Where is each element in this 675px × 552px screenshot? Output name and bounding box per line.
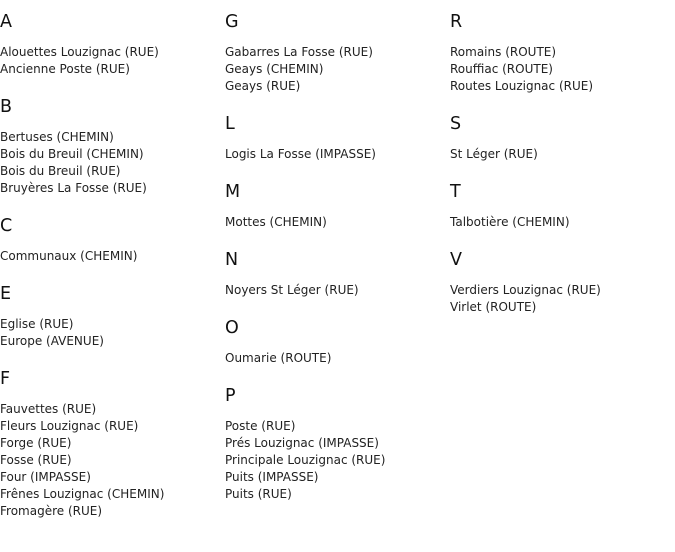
section-letter-heading: B	[0, 97, 13, 117]
street-link[interactable]: Frênes Louzignac (CHEMIN)	[0, 487, 165, 501]
street-link[interactable]: Talbotière (CHEMIN)	[450, 215, 570, 229]
section-letter-heading: V	[450, 250, 462, 270]
street-list	[225, 418, 445, 503]
section-letter-heading: P	[225, 386, 236, 406]
section-letter-heading: R	[450, 12, 463, 32]
street-link[interactable]: Routes Louzignac (RUE)	[450, 79, 594, 93]
letter-section	[225, 318, 445, 367]
street-link[interactable]: Rouffiac (ROUTE)	[450, 62, 553, 76]
street-link[interactable]: Oumarie (ROUTE)	[225, 351, 332, 365]
section-letter-heading: A	[0, 12, 12, 32]
street-link[interactable]: Verdiers Louzignac (RUE)	[450, 283, 601, 297]
street-link[interactable]: Principale Louzignac (RUE)	[225, 453, 386, 467]
letter-section	[0, 369, 220, 520]
letter-section	[450, 250, 670, 316]
letter-section	[450, 182, 670, 231]
street-list	[225, 282, 445, 299]
letter-section	[450, 12, 670, 95]
letter-section	[225, 386, 445, 503]
street-list	[450, 146, 670, 163]
street-link[interactable]: Fauvettes (RUE)	[0, 402, 97, 416]
street-link[interactable]: Noyers St Léger (RUE)	[225, 283, 359, 297]
letter-section	[450, 114, 670, 163]
street-list	[0, 401, 220, 520]
street-list	[0, 316, 220, 350]
street-index-column-1	[0, 12, 220, 539]
street-link[interactable]: Fosse (RUE)	[0, 453, 72, 467]
street-link[interactable]: Fleurs Louzignac (RUE)	[0, 419, 139, 433]
street-link[interactable]: Europe (AVENUE)	[0, 334, 104, 348]
street-list	[225, 214, 445, 231]
street-link[interactable]: Bois du Breuil (CHEMIN)	[0, 147, 144, 161]
street-index-column-3	[450, 12, 670, 335]
street-link[interactable]: Eglise (RUE)	[0, 317, 74, 331]
section-letter-heading: N	[225, 250, 239, 270]
street-list	[450, 214, 670, 231]
section-letter-heading: G	[225, 12, 239, 32]
street-link[interactable]: Poste (RUE)	[225, 419, 296, 433]
street-link[interactable]: Puits (RUE)	[225, 487, 292, 501]
street-link[interactable]: Geays (RUE)	[225, 79, 301, 93]
street-link[interactable]: St Léger (RUE)	[450, 147, 538, 161]
street-link[interactable]: Ancienne Poste (RUE)	[0, 62, 130, 76]
section-letter-heading: F	[0, 369, 11, 389]
street-link[interactable]: Fromagère (RUE)	[0, 504, 103, 518]
street-list	[450, 44, 670, 95]
letter-section	[0, 97, 220, 197]
street-list	[225, 44, 445, 95]
street-link[interactable]: Four (IMPASSE)	[0, 470, 91, 484]
street-link[interactable]: Puits (IMPASSE)	[225, 470, 319, 484]
street-index-column-2	[225, 12, 445, 522]
section-letter-heading: S	[450, 114, 462, 134]
letter-section	[225, 12, 445, 95]
letter-section	[0, 284, 220, 350]
street-link[interactable]: Geays (CHEMIN)	[225, 62, 324, 76]
letter-section	[0, 216, 220, 265]
street-list	[0, 248, 220, 265]
section-letter-heading: T	[450, 182, 461, 202]
street-list	[225, 146, 445, 163]
street-link[interactable]: Bois du Breuil (RUE)	[0, 164, 121, 178]
street-list	[0, 129, 220, 197]
street-link[interactable]: Mottes (CHEMIN)	[225, 215, 327, 229]
street-list	[450, 282, 670, 316]
section-letter-heading: O	[225, 318, 239, 338]
street-link[interactable]: Romains (ROUTE)	[450, 45, 557, 59]
letter-section	[225, 182, 445, 231]
street-link[interactable]: Communaux (CHEMIN)	[0, 249, 138, 263]
street-link[interactable]: Virlet (ROUTE)	[450, 300, 537, 314]
street-link[interactable]: Gabarres La Fosse (RUE)	[225, 45, 373, 59]
section-letter-heading: E	[0, 284, 12, 304]
street-link[interactable]: Forge (RUE)	[0, 436, 72, 450]
letter-section	[225, 114, 445, 163]
street-link[interactable]: Bertuses (CHEMIN)	[0, 130, 114, 144]
street-link[interactable]: Logis La Fosse (IMPASSE)	[225, 147, 376, 161]
street-list	[225, 350, 445, 367]
section-letter-heading: M	[225, 182, 241, 202]
street-link[interactable]: Bruyères La Fosse (RUE)	[0, 181, 147, 195]
letter-section	[0, 12, 220, 78]
street-link[interactable]: Alouettes Louzignac (RUE)	[0, 45, 159, 59]
street-link[interactable]: Prés Louzignac (IMPASSE)	[225, 436, 379, 450]
letter-section	[225, 250, 445, 299]
street-list	[0, 44, 220, 78]
section-letter-heading: C	[0, 216, 13, 236]
section-letter-heading: L	[225, 114, 235, 134]
